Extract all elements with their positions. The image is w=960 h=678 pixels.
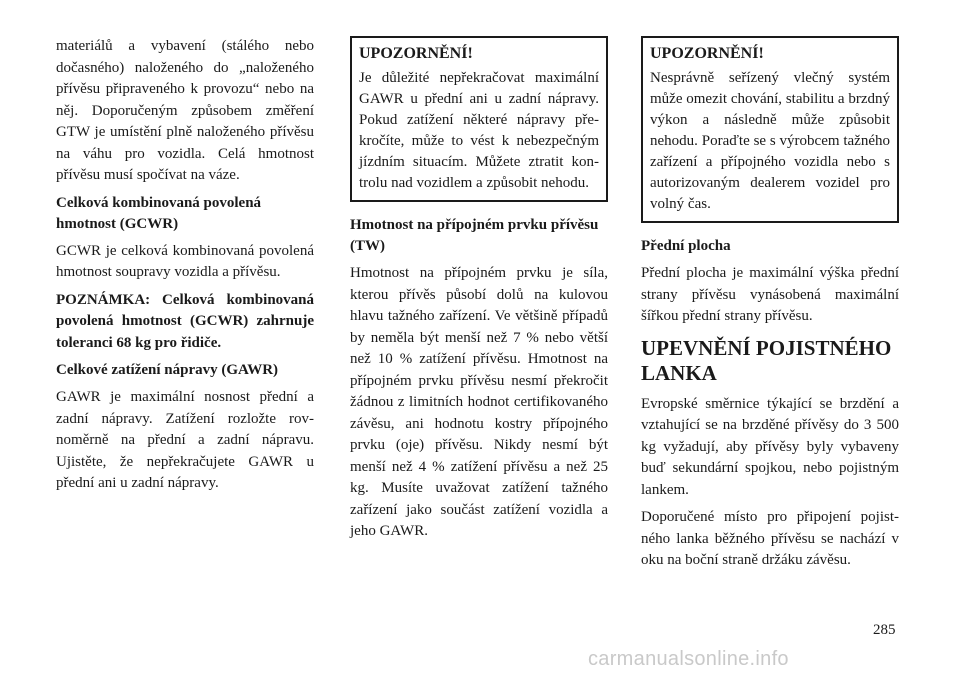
paragraph-cable-location: Doporučené místo pro připojení pojistného lanka běžného přívěsu se nachází v oku na boční straně držáku závěsu. (641, 509, 899, 568)
paragraph-gcwr: GCWR je celková kombinovaná povolená hmotnost soupravy vozidla a přívěsu. (56, 242, 314, 280)
heading-front-area: Přední plocha (641, 238, 731, 254)
paragraph-gawr: GAWR je maximální nosnost přední a zadní nápravy. Zatížení rozložte rovnoměrně na přední a zadní nápravu. Ujistěte, že nepřekračujete GAWR u přední ani u zadní nápravy. (56, 389, 314, 491)
watermark: carmanualsonline.info (588, 648, 789, 670)
paragraph-gtw-continued: materiálů a vybavení (stálého nebo dočasného) naloženého do „naloženého přívěsu připraveného k provozu“ nebo na něj. Doporučeným způsobem změření GTW je umístění plně naloženého přívěsu na váhu pro vozidla. Celá hmotnost přívěsu musí spočívat na váze. (56, 38, 314, 183)
section-heading-safety-cable: UPEVNĚNÍ POJISTNÉHO LANKA (641, 335, 892, 385)
page-number: 285 (873, 622, 896, 638)
heading-gcwr: Celková kombinovaná povolená hmotnost (GCWR) (56, 194, 262, 232)
warning-title: UPOZORNĚNÍ! (650, 45, 764, 62)
paragraph-eu-directive: Evropské směrnice týkající se brzdění a vztahující se na brzděné přívěsy do 3 500 kg vyžadují, aby přívěsy byly vybaveny buď sekundární spojkou, nebo pojistným lankem. (641, 395, 899, 498)
note-gcwr: POZNÁMKA: Celková kombinovaná povolená hmotnost (GCWR) zahrnuje toleranci 68 kg pro řidiče. (56, 291, 314, 351)
heading-gawr: Celkové zatížení nápravy (GAWR) (56, 362, 279, 378)
warning-text: Nesprávně seřízený vlečný systém může omezit chování, stabilitu a brzdný výkon a následně může způsobit nehodu. Poraďte se s výrobcem tažného zařízení a přípojného vozidla nebo s autorizovaným dealerem vozidel pro volný čas. (650, 70, 890, 212)
left-column (56, 36, 314, 501)
paragraph-front-area: Přední plocha je maximální výška přední strany přívěsu vynásobená maximální šířkou přední strany přívěsu. (641, 265, 899, 324)
warning-title: UPOZORNĚNÍ! (359, 45, 473, 62)
warning-text: Je důležité nepřekračovat maximální GAWR u přední ani u zadní nápravy. Pokud zatížení některé nápravy překročíte, může to vést k nebezpečným jízdním situacím. Můžete ztratit kontrolu nad vozidlem a způsobit nehodu. (359, 70, 599, 191)
right-column (641, 36, 899, 578)
warning-box-gawr (350, 36, 608, 202)
middle-column (350, 36, 608, 549)
heading-tw: Hmotnost na přípojném prvku přívěsu (TW) (350, 217, 599, 254)
warning-box-towing (641, 36, 899, 223)
paragraph-tw: Hmotnost na přípojném prvku je síla, kterou přívěs působí dolů na kulovou hlavu tažného zařízení. Ve většině případů by neměla být menší než 7 % nebo větší než 10 % zatížení přívěsu. Hmotnost na přípojném prvku přívěsu nesmí překročit žádnou z limitních hodnot certifikovaného závěsu, ani hodnotu kostry přípojného prvku (oje) přívěsu. Nikdy nesmí být menší než 4 % zatížení přívěsu a než 25 kg. Musíte uvažovat zatížení tažného zařízení jako součást zatížení vozidla a jeho GAWR. (350, 265, 608, 539)
